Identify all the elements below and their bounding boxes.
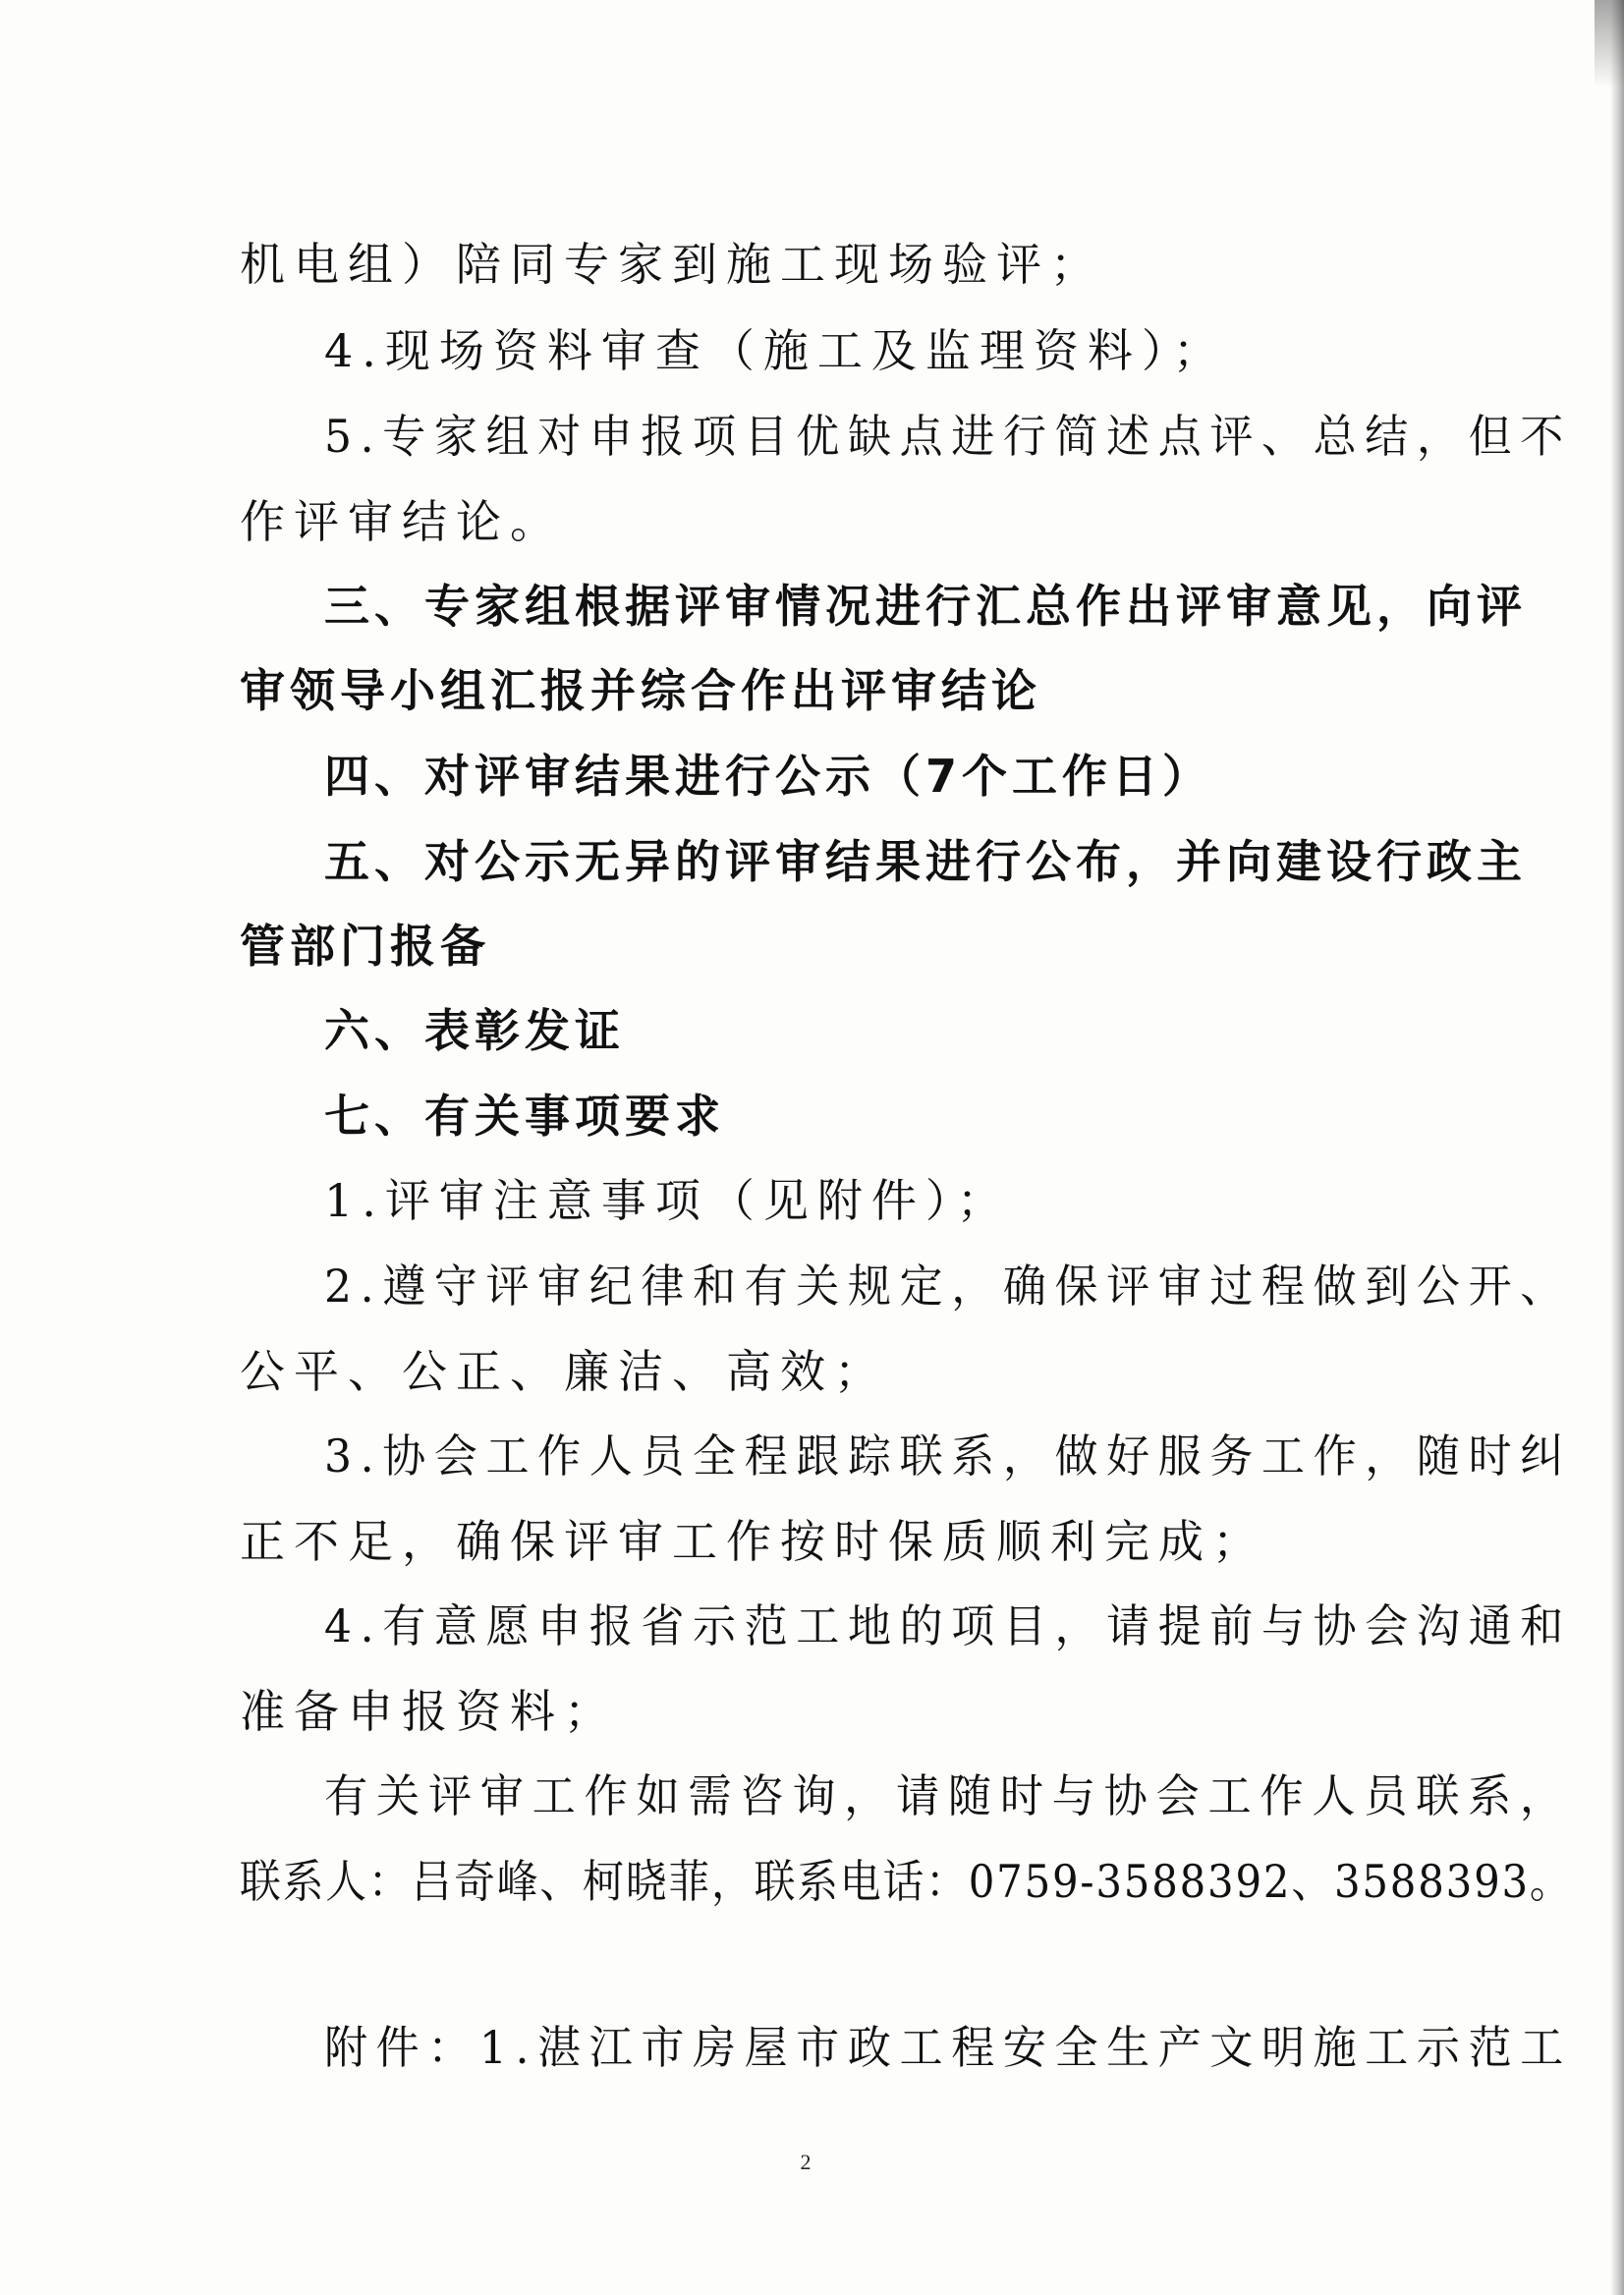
section-heading: 五、对公示无异的评审结果进行公布，并向建设行政主 — [324, 835, 1527, 888]
text-line: 1.评审注意事项（见附件）； — [324, 1174, 1011, 1227]
section-heading: 四、对评审结果进行公示（7个工作日） — [324, 750, 1213, 803]
section-heading: 七、有关事项要求 — [324, 1090, 725, 1143]
text-line: 有关评审工作如需咨询，请随时与协会工作人员联系， — [324, 1769, 1572, 1822]
section-heading: 六、表彰发证 — [324, 1004, 625, 1057]
text-line: 机电组）陪同专家到施工现场验评； — [240, 238, 1104, 291]
text-line: 4.现场资料审查（施工及监理资料）； — [324, 324, 1227, 377]
text-line: 正不足，确保评审工作按时保质顺利完成； — [240, 1515, 1266, 1568]
text-line: 2.遵守评审纪律和有关规定，确保评审过程做到公开、 — [324, 1259, 1572, 1313]
text-line: 4.有意愿申报省示范工地的项目，请提前与协会沟通和 — [324, 1599, 1572, 1652]
scan-shadow-edge — [1610, 0, 1624, 2295]
text-line: 5.专家组对申报项目优缺点进行简述点评、总结，但不 — [324, 410, 1572, 463]
section-heading: 审领导小组汇报并综合作出评审结论 — [240, 664, 1041, 717]
section-heading: 三、专家组根据评审情况进行汇总作出评审意见，向评 — [324, 580, 1527, 633]
text-line: 准备申报资料； — [240, 1685, 618, 1738]
text-line: 作评审结论。 — [240, 495, 564, 548]
attachment-line: 附件：1.湛江市房屋市政工程安全生产文明施工示范工 — [324, 2021, 1572, 2074]
text-line: 联系人：吕奇峰、柯晓菲，联系电话：0759-3588392、3588393。 — [240, 1855, 1573, 1908]
text-line: 3.协会工作人员全程跟踪联系，做好服务工作，随时纠 — [324, 1429, 1572, 1483]
section-heading: 管部门报备 — [240, 920, 490, 973]
scan-shadow-corner — [1595, 0, 1624, 88]
page-number: 2 — [800, 2150, 812, 2174]
text-line: 公平、公正、廉洁、高效； — [240, 1345, 888, 1398]
